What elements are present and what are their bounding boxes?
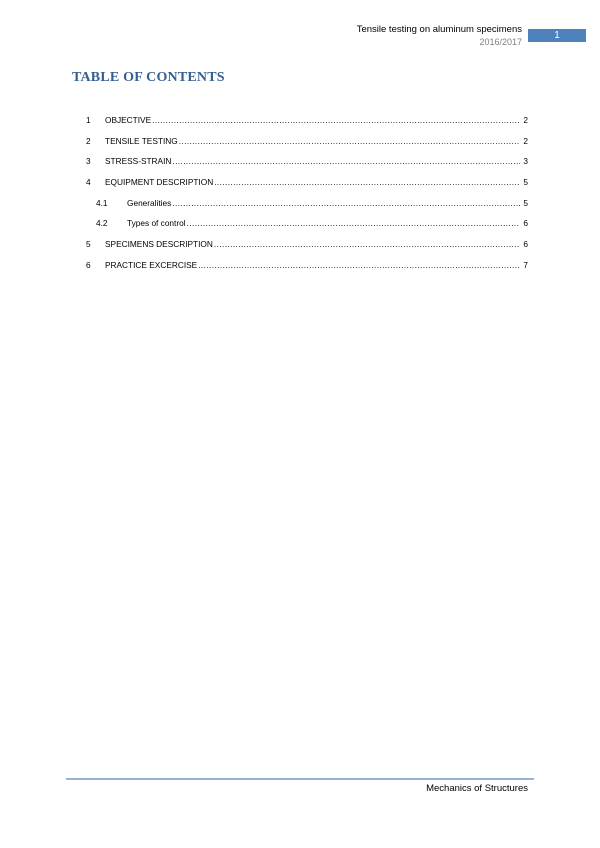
- dot-leader: [214, 239, 520, 249]
- document-title: Tensile testing on aluminum specimens: [356, 24, 522, 35]
- academic-year: 2016/2017: [479, 37, 522, 47]
- toc-entry-page: 2: [523, 115, 528, 125]
- toc-subentry[interactable]: [72, 218, 528, 239]
- dot-leader: [152, 115, 520, 125]
- toc-entry-number: 2: [86, 135, 91, 146]
- page-number-badge: 1: [528, 29, 586, 42]
- footer-course-name: Mechanics of Structures: [426, 783, 528, 794]
- toc-entry[interactable]: [72, 177, 528, 198]
- toc-entry-label[interactable]: Generalities: [127, 197, 172, 208]
- toc-entry-page: 7: [523, 259, 528, 270]
- toc-entry-label[interactable]: STRESS-STRAIN: [105, 156, 172, 167]
- toc-entry-label[interactable]: Types of control: [127, 218, 186, 229]
- toc-entry-number: 1: [86, 115, 91, 125]
- toc-entry-page: 6: [523, 218, 528, 229]
- toc-entry-label[interactable]: OBJECTIVE: [105, 115, 152, 125]
- footer-divider: [66, 778, 534, 780]
- toc-entry-page: 3: [523, 156, 528, 167]
- toc-entry[interactable]: [72, 260, 528, 281]
- toc-entry[interactable]: [72, 115, 528, 136]
- toc-entry-label[interactable]: EQUIPMENT DESCRIPTION: [105, 177, 214, 188]
- toc-entry-page: 5: [523, 177, 528, 188]
- toc-heading: TABLE OF CONTENTS: [72, 70, 225, 85]
- toc-entry[interactable]: [72, 136, 528, 157]
- toc-entry-label[interactable]: TENSILE TESTING: [105, 135, 178, 146]
- dot-leader: [179, 136, 520, 146]
- table-of-contents: [72, 115, 528, 281]
- toc-entry[interactable]: [72, 239, 528, 260]
- dot-leader: [214, 177, 520, 187]
- dot-leader: [198, 260, 520, 270]
- toc-entry-number: 4: [86, 177, 91, 188]
- toc-entry-label[interactable]: PRACTICE EXCERCISE: [105, 259, 198, 270]
- toc-entry-number: 5: [86, 239, 91, 250]
- dot-leader: [172, 198, 520, 208]
- toc-entry-number: 4.1: [96, 197, 108, 208]
- dot-leader: [187, 218, 520, 228]
- dot-leader: [172, 156, 520, 166]
- toc-entry-page: 6: [523, 239, 528, 250]
- toc-entry-page: 5: [523, 197, 528, 208]
- toc-entry-label[interactable]: SPECIMENS DESCRIPTION: [105, 239, 213, 250]
- toc-entry-number: 3: [86, 156, 91, 167]
- toc-entry[interactable]: [72, 156, 528, 177]
- toc-entry-number: 6: [86, 259, 91, 270]
- toc-entry-number: 4.2: [96, 218, 108, 229]
- toc-subentry[interactable]: [72, 198, 528, 219]
- toc-entry-page: 2: [523, 135, 528, 146]
